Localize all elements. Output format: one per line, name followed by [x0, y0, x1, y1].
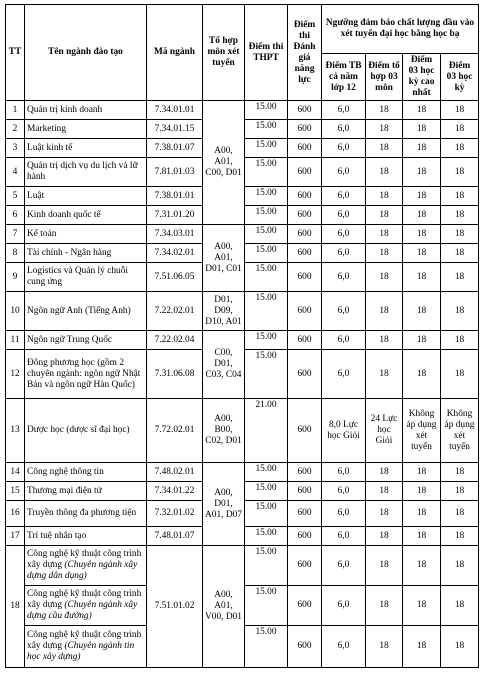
semesters-score: 18 [441, 546, 479, 586]
dgnl-score: 600 [288, 350, 322, 399]
avg-grade12: 6,0 [322, 263, 366, 292]
thpt-score: 15.00 [245, 501, 288, 527]
major-name-text: Công nghệ kỹ thuật công trình xây dựng [27, 589, 142, 610]
thpt-score: 15.00 [245, 187, 288, 206]
avg-grade12: 6,0 [322, 139, 366, 158]
dgnl-score: 600 [288, 244, 322, 263]
major-code: 7.48.02.01 [147, 463, 203, 482]
header-3-semesters: Điểm 03 học kỳ [441, 54, 479, 101]
dgnl-score: 600 [288, 158, 322, 187]
thpt-score: 15.00 [245, 292, 288, 331]
table-row [6, 546, 479, 586]
specialization-note: (Chuyên ngành xây dựng cầu đường) [27, 600, 138, 621]
dgnl-score: 600 [288, 225, 322, 244]
combo-score: 18 [366, 187, 403, 206]
dgnl-score: 600 [288, 399, 322, 463]
dgnl-score: 600 [288, 482, 322, 501]
top3-semesters-score: 18 [403, 586, 441, 626]
top3-semesters-score: 18 [403, 158, 441, 187]
major-code: 7.22.02.01 [147, 292, 203, 331]
dgnl-score: 600 [288, 546, 322, 586]
subject-combo: A00, A01, V00, D01 [203, 546, 245, 668]
major-code: 7.38.01.01 [147, 187, 203, 206]
semesters-score: 18 [441, 626, 479, 668]
dgnl-score: 600 [288, 626, 322, 668]
combo-score: 18 [366, 244, 403, 263]
header-combo-score: Điểm tổ hợp 03 môn [366, 54, 403, 101]
header-avg-grade12: Điểm TB cả năm lớp 12 [322, 54, 366, 101]
combo-score: 18 [366, 225, 403, 244]
thpt-score: 15.00 [245, 225, 288, 244]
major-name [25, 586, 147, 626]
row-number: 6 [6, 206, 25, 225]
row-number: 4 [6, 158, 25, 187]
semesters-score: 18 [441, 120, 479, 139]
thpt-score: 15.00 [245, 263, 288, 292]
header-top3-semesters: Điểm 03 học kỳ cao nhất [403, 54, 441, 101]
row-number: 7 [6, 225, 25, 244]
major-name-text: Công nghệ kỹ thuật công trình xây dựng [27, 549, 142, 570]
dgnl-score: 600 [288, 101, 322, 120]
combo-score: 18 [366, 139, 403, 158]
semesters-score: 18 [441, 527, 479, 546]
major-name: Dược học (dược sĩ đại học) [25, 399, 147, 463]
dgnl-score: 600 [288, 292, 322, 331]
combo-score: 18 [366, 626, 403, 668]
major-code: 7.72.02.01 [147, 399, 203, 463]
major-code: 7.34.01.01 [147, 101, 203, 120]
combo-score: 18 [366, 101, 403, 120]
row-number: 18 [6, 546, 25, 668]
row-number: 12 [6, 350, 25, 399]
major-name: Đông phương học (gồm 2 chuyên ngành: ngôn ngữ Nhật Bản và ngôn ngữ Hàn Quốc) [25, 350, 147, 399]
top3-semesters-score: 18 [403, 501, 441, 527]
semesters-score: 18 [441, 101, 479, 120]
major-name: Trí tuệ nhân tạo [25, 527, 147, 546]
avg-grade12: 6,0 [322, 331, 366, 350]
avg-grade12: 6,0 [322, 292, 366, 331]
semesters-score: 18 [441, 158, 479, 187]
top3-semesters-score: 18 [403, 263, 441, 292]
avg-grade12: 6,0 [322, 501, 366, 527]
specialization-note: (Chuyên ngành xây dựng dân dụng) [27, 560, 138, 581]
dgnl-score: 600 [288, 501, 322, 527]
top3-semesters-score: 18 [403, 187, 441, 206]
header-dgnl-score: Điểm thi Đánh giá năng lực [288, 5, 322, 101]
header-subject-combo: Tổ hợp môn xét tuyển [203, 5, 245, 101]
table-row [6, 463, 479, 482]
major-name: Logistics và Quản lý chuỗi cung ứng [25, 263, 147, 292]
avg-grade12: 6,0 [322, 482, 366, 501]
major-code: 7.51.06.05 [147, 263, 203, 292]
top3-semesters-score: 18 [403, 101, 441, 120]
combo-score: 18 [366, 501, 403, 527]
top3-semesters-score: 18 [403, 626, 441, 668]
row-number: 11 [6, 331, 25, 350]
avg-grade12: 6,0 [322, 350, 366, 399]
header-major-name: Tên ngành đào tạo [25, 5, 147, 101]
table-row [6, 399, 479, 463]
top3-semesters-score: 18 [403, 527, 441, 546]
combo-score: 18 [366, 292, 403, 331]
major-code: 7.31.06.08 [147, 350, 203, 399]
subject-combo: A00, D01, A01, D07 [203, 463, 245, 546]
combo-score: 18 [366, 120, 403, 139]
subject-combo: A00, A01, C00, D01 [203, 101, 245, 225]
semesters-score: 18 [441, 482, 479, 501]
major-name [25, 626, 147, 668]
thpt-score: 15.00 [245, 482, 288, 501]
thpt-score: 15.00 [245, 331, 288, 350]
dgnl-score: 600 [288, 463, 322, 482]
combo-score: 18 [366, 263, 403, 292]
avg-grade12: 6,0 [322, 225, 366, 244]
row-number: 1 [6, 101, 25, 120]
dgnl-score: 600 [288, 120, 322, 139]
major-code: 7.81.01.03 [147, 158, 203, 187]
combo-score: 18 [366, 527, 403, 546]
combo-score: 18 [366, 350, 403, 399]
combo-score: 18 [366, 463, 403, 482]
subject-combo: C00, D01, C03, C04 [203, 331, 245, 399]
avg-grade12: 6,0 [322, 586, 366, 626]
major-name: Thương mại điện tử [25, 482, 147, 501]
combo-score: 18 [366, 546, 403, 586]
combo-score: 18 [366, 331, 403, 350]
thpt-score: 15.00 [245, 101, 288, 120]
semesters-score: 18 [441, 501, 479, 527]
avg-grade12: 6,0 [322, 101, 366, 120]
dgnl-score: 600 [288, 206, 322, 225]
row-number: 8 [6, 244, 25, 263]
dgnl-score: 600 [288, 187, 322, 206]
top3-semesters-score: 18 [403, 292, 441, 331]
top3-semesters-score: 18 [403, 350, 441, 399]
thpt-score: 15.00 [245, 463, 288, 482]
top3-semesters-score: 18 [403, 482, 441, 501]
thpt-score: 15.00 [245, 350, 288, 399]
subject-combo: A00, A01, D01, C01 [203, 225, 245, 292]
major-name: Marketing [25, 120, 147, 139]
row-number: 16 [6, 501, 25, 527]
row-number: 5 [6, 187, 25, 206]
thpt-score: 15.00 [245, 158, 288, 187]
major-code: 7.32.01.02 [147, 501, 203, 527]
semesters-score: 18 [441, 187, 479, 206]
combo-score: 18 [366, 586, 403, 626]
major-name: Ngôn ngữ Trung Quốc [25, 331, 147, 350]
header-tt: TT [6, 5, 25, 101]
major-name: Truyền thông đa phương tiện [25, 501, 147, 527]
table-row [6, 292, 479, 331]
semesters-score: 18 [441, 331, 479, 350]
thpt-score: 15.00 [245, 139, 288, 158]
thpt-score: 15.00 [245, 244, 288, 263]
header-major-code: Mã ngành [147, 5, 203, 101]
semesters-score: 18 [441, 586, 479, 626]
subject-combo: A00, B00, C02, D01 [203, 399, 245, 463]
admission-score-table [5, 4, 479, 668]
top3-semesters-score: 18 [403, 244, 441, 263]
avg-grade12: 6,0 [322, 463, 366, 482]
major-name-text: Công nghệ kỹ thuật công trình xây dựng [27, 630, 142, 651]
major-code: 7.48.01.07 [147, 527, 203, 546]
major-code: 7.34.01.22 [147, 482, 203, 501]
semesters-score: 18 [441, 292, 479, 331]
major-code: 7.31.01.20 [147, 206, 203, 225]
avg-grade12: 6,0 [322, 546, 366, 586]
major-name: Kinh doanh quốc tế [25, 206, 147, 225]
semesters-score: 18 [441, 350, 479, 399]
thpt-score: 15.00 [245, 626, 288, 668]
major-name: Luật kinh tế [25, 139, 147, 158]
semesters-score: 18 [441, 225, 479, 244]
major-name: Luật [25, 187, 147, 206]
thpt-score: 15.00 [245, 546, 288, 586]
semesters-score: 18 [441, 263, 479, 292]
top3-semesters-score: 18 [403, 463, 441, 482]
avg-grade12: 6,0 [322, 187, 366, 206]
avg-grade12: 6,0 [322, 120, 366, 139]
table-row [6, 331, 479, 350]
semesters-score: 18 [441, 206, 479, 225]
major-name: Ngôn ngữ Anh (Tiếng Anh) [25, 292, 147, 331]
major-name: Quản trị kinh doanh [25, 101, 147, 120]
major-code: 7.22.02.04 [147, 331, 203, 350]
top3-semesters-score: 18 [403, 546, 441, 586]
row-number: 14 [6, 463, 25, 482]
major-code: 7.38.01.07 [147, 139, 203, 158]
major-name: Quản trị dịch vụ du lịch và lữ hành [25, 158, 147, 187]
row-number: 15 [6, 482, 25, 501]
avg-grade12: 6,0 [322, 626, 366, 668]
combo-score: 18 [366, 482, 403, 501]
semesters-score: 18 [441, 463, 479, 482]
major-code: 7.34.01.15 [147, 120, 203, 139]
major-code: 7.51.01.02 [147, 546, 203, 668]
top3-semesters-score: 18 [403, 206, 441, 225]
avg-grade12: 6,0 [322, 244, 366, 263]
major-code: 7.34.02.01 [147, 244, 203, 263]
dgnl-score: 600 [288, 527, 322, 546]
row-number: 2 [6, 120, 25, 139]
specialization-note: (Chuyên ngành tin học xây dựng) [27, 641, 135, 662]
avg-grade12: 6,0 [322, 206, 366, 225]
dgnl-score: 600 [288, 586, 322, 626]
table-row [6, 101, 479, 120]
avg-grade12: 6,0 [322, 527, 366, 546]
row-number: 13 [6, 399, 25, 463]
avg-grade12: 6,0 [322, 158, 366, 187]
semesters-score: 18 [441, 139, 479, 158]
row-number: 17 [6, 527, 25, 546]
thpt-score: 15.00 [245, 120, 288, 139]
table-body [6, 101, 479, 668]
semesters-score: Không áp dụng xét tuyển [441, 399, 479, 463]
top3-semesters-score: Không áp dụng xét tuyển [403, 399, 441, 463]
top3-semesters-score: 18 [403, 331, 441, 350]
semesters-score: 18 [441, 244, 479, 263]
combo-score: 18 [366, 158, 403, 187]
top3-semesters-score: 18 [403, 225, 441, 244]
combo-score: 18 [366, 206, 403, 225]
row-number: 3 [6, 139, 25, 158]
table-row [6, 225, 479, 244]
major-name: Tài chính - Ngân hàng [25, 244, 147, 263]
major-name: Kế toán [25, 225, 147, 244]
thpt-score: 15.00 [245, 586, 288, 626]
row-number: 9 [6, 263, 25, 292]
thpt-score: 21.00 [245, 399, 288, 463]
major-name [25, 546, 147, 586]
row-number: 10 [6, 292, 25, 331]
top3-semesters-score: 18 [403, 139, 441, 158]
thpt-score: 15.00 [245, 206, 288, 225]
header-transcript-threshold: Ngưỡng đảm bảo chất lượng đầu vào xét tuyển đại học bằng học bạ [322, 5, 479, 54]
major-code: 7.34.03.01 [147, 225, 203, 244]
major-name: Công nghệ thông tin [25, 463, 147, 482]
top3-semesters-score: 18 [403, 120, 441, 139]
dgnl-score: 600 [288, 139, 322, 158]
subject-combo: D01, D09, D10, A01 [203, 292, 245, 331]
avg-grade12: 8,0 Lực học Giỏi [322, 399, 366, 463]
dgnl-score: 600 [288, 263, 322, 292]
dgnl-score: 600 [288, 331, 322, 350]
combo-score: 24 Lực học Giỏi [366, 399, 403, 463]
header-thpt-score: Điểm thi THPT [245, 5, 288, 101]
thpt-score: 15.00 [245, 527, 288, 546]
